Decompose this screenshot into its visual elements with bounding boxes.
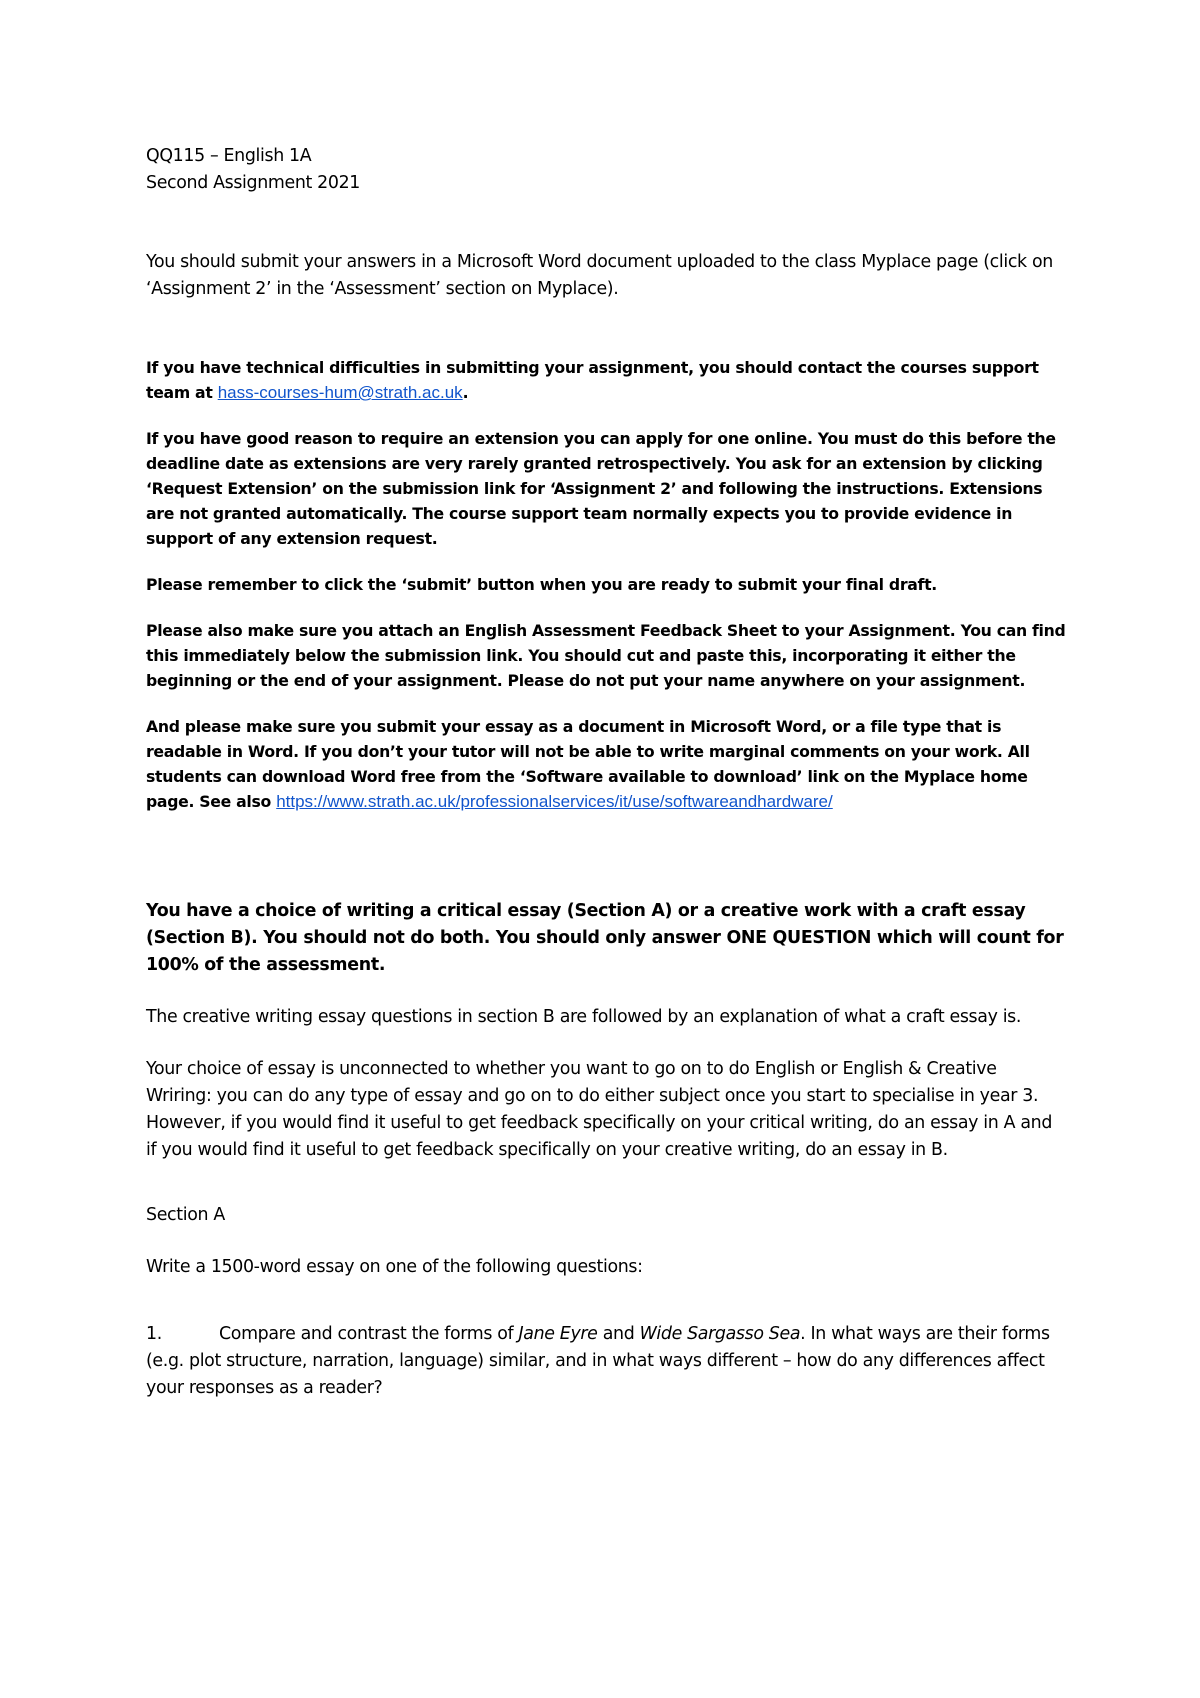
question-text: Compare and contrast the forms of bbox=[219, 1324, 519, 1344]
word-format-text: And please make sure you submit your essay as a document in Microsoft Word, or a file type that is readable in Word. If you don’t your tutor will not be able to write marginal comments on your work. All students can download Word free from the ‘Software available to download’ link on the Myplace home page. See also bbox=[146, 717, 1030, 811]
section-a-title: Section A bbox=[146, 1205, 225, 1225]
technical-notice-period: . bbox=[462, 383, 469, 402]
question-text-rest: . In what ways are their forms (e.g. plot structure, narration, language) similar, and in what ways different – how do any differences affect your responses as a reader? bbox=[146, 1324, 1050, 1398]
section-a-instruction: Write a 1500-word essay on one of the following questions: bbox=[146, 1257, 643, 1277]
support-email-link[interactable]: hass-courses-hum@strath.ac.uk bbox=[217, 383, 463, 402]
book-title: Wide Sargasso Sea bbox=[639, 1324, 801, 1344]
question-text-and: and bbox=[597, 1324, 640, 1344]
document-body bbox=[146, 143, 1066, 1402]
extension-notice: If you have good reason to require an extension you can apply for one online. You must do this before the deadline date as extensions are very rarely granted retrospectively. You ask for an extension by clicking ‘Request Extension’ on the submission link for ‘Assignment 2’ and following the instructions. Extensions are not granted automatically. The course support team normally expects you to provide evidence in support of any extension request. bbox=[146, 429, 1056, 548]
book-title: Jane Eyre bbox=[518, 1324, 598, 1344]
course-title: QQ115 – English 1A bbox=[146, 146, 312, 166]
software-download-link[interactable]: https://www.strath.ac.uk/professionalservices/it/use/softwareandhardware/ bbox=[276, 792, 833, 811]
submit-reminder: Please remember to click the ‘submit’ button when you are ready to submit your final draft. bbox=[146, 575, 937, 594]
word-format-notice bbox=[146, 714, 1066, 814]
question-item bbox=[146, 1321, 1066, 1402]
assignment-title: Second Assignment 2021 bbox=[146, 173, 361, 193]
technical-difficulties-text: If you have technical difficulties in submitting your assignment, you should contact the courses support team at bbox=[146, 358, 1039, 402]
feedback-sheet-notice: Please also make sure you attach an English Assessment Feedback Sheet to your Assignment. You can find this immediately below the submission link. You should cut and paste this, incorporating it either the beginning or the end of your assignment. Please do not put your name anywhere on your assignment. bbox=[146, 621, 1066, 690]
technical-difficulties-notice bbox=[146, 355, 1066, 405]
submission-instructions: You should submit your answers in a Microsoft Word document uploaded to the class Myplace page (click on ‘Assignment 2’ in the ‘Assessment’ section on Myplace). bbox=[146, 252, 1053, 299]
craft-essay-note: The creative writing essay questions in section B are followed by an explanation of what a craft essay is. bbox=[146, 1007, 1022, 1027]
essay-choice-explanation: Your choice of essay is unconnected to whether you want to go on to do English or English & Creative Wriring: you can do any type of essay and go on to do either subject once you start to specialise in year 3. However, if you would find it useful to get feedback specifically on your critical writing, do an essay in A and if you would find it useful to get feedback specifically on your creative writing, do an essay in B. bbox=[146, 1059, 1053, 1160]
essay-choice-notice: You have a choice of writing a critical essay (Section A) or a creative work with a craft essay (Section B). You should not do both. You should only answer ONE QUESTION which will count for 100% of the assessment. bbox=[146, 901, 1064, 975]
question-number: 1. bbox=[146, 1324, 162, 1344]
